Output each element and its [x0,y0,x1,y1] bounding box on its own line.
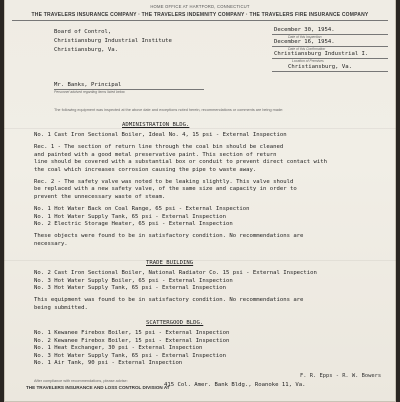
section-heading: TRADE BUILDING [146,260,194,266]
inspection-letter [4,0,396,402]
inspection-date: December 30, 1954. [274,27,335,33]
paper-fold [4,260,396,261]
footer-note: After compliance with recommendations, please advise: [34,379,128,383]
premises-name: Christiansburg Industrial I. [274,51,369,57]
inspector-signature: F. R. Epps - R. W. Bowers [300,373,382,379]
attention-label: Personnel advised regarding items listed below [54,90,125,94]
finding-line: line should be covered with a substantial box or conduit to prevent direct contact with [34,159,327,166]
header-rule [12,20,388,21]
finding-line: No. 1 Hot Water Supply Tank, 65 psi - External Inspection [34,213,226,220]
attention-name: Mr. Banks, Principal [54,82,122,88]
finding-line: and painted with a good metal preservative paint. This section of return [34,151,277,158]
company-names: THE TRAVELERS INSURANCE COMPANY · THE TRAVELERS INDEMNITY COMPANY · THE TRAVELERS FIRE INSURANCE COMPANY [31,12,369,18]
finding-line: be replaced with a new safety valve, of the same size and capacity in order to [34,186,297,193]
footer-address: 415 Col. Amer. Bank Bldg., Roanoke 11, Va. [164,382,306,388]
finding-line: No. 2 Electric Storage Heater, 65 psi - External Inspection [34,221,233,228]
finding-line: No. 1 Heat Exchanger, 30 psi - External Inspection [34,345,203,352]
inspection-date-label: Date of this Inspection [288,35,322,39]
finding-line: No. 3 Hot Water Supply Boiler, 65 psi - External Inspection [34,277,233,284]
addressee-line: Board of Control, [54,29,112,35]
finding-line: No. 1 Air Tank, 90 psi - External Inspection [34,360,183,367]
home-office-line: HOME OFFICE AT HARTFORD, CONNECTICUT [150,4,250,9]
finding-line: This equipment was found to be in satisfactory condition. No recommendations are [34,297,304,304]
finding-line: These objects were found to be in satisfactory condition. No recommendations are [34,233,304,240]
finding-line: No. 2 Kewanee Firebox Boiler, 15 psi - External Inspection [34,337,230,344]
paper-fold [4,128,396,129]
finding-line: necessary. [34,240,68,247]
confirmation-date-label: Date of this Confirmation [288,47,326,51]
confirmation-date: December 16, 1954. [274,39,335,45]
section-heading: SCATTERGOOD BLDG. [146,320,204,326]
addressee-line: Christiansburg, Va. [54,47,118,53]
premises-label: Location of Premises [292,59,324,63]
finding-line: Rec. 1 - The section of return line through the coal bin should be cleaned [34,144,284,151]
premises-city: Christiansburg, Va. [288,64,352,70]
footer-company: THE TRAVELERS INSURANCE AND LOSS CONTROL DIVISION AT [26,385,170,390]
finding-line: being submitted. [34,304,88,311]
addressee-line: Christiansburg Industrial Institute [54,38,172,44]
finding-line: No. 1 Kewanee Firebox Boiler, 15 psi - External Inspection [34,330,230,336]
finding-line: No. 3 Hot Water Supply Tank, 65 psi - External Inspection [34,352,226,359]
finding-line: No. 2 Cast Iron Sectional Boiler, National Radiator Co. 15 psi - External Inspection [34,270,317,276]
finding-line: No. 1 Cast Iron Sectional Boiler, Ideal No. 4, 15 psi - External Inspection [34,132,287,138]
finding-line: prevent the unnecessary waste of steam. [34,193,166,200]
finding-line: No. 1 Hot Water Back on Coal Range, 65 psi - External Inspection [34,206,250,212]
finding-line: Rec. 2 - The safety valve was noted to be leaking slightly. This valve should [34,178,294,185]
finding-line: the coal which increases corrosion causing the pipe to waste away. [34,166,257,173]
section-heading: ADMINISTRATION BLDG. [122,122,190,128]
finding-line: No. 3 Hot Water Supply Tank, 65 psi - External Inspection [34,285,226,292]
intro-text: The following equipment was inspected at the above date and exceptions noted herein, recommendations or comments are being made: [54,108,284,112]
